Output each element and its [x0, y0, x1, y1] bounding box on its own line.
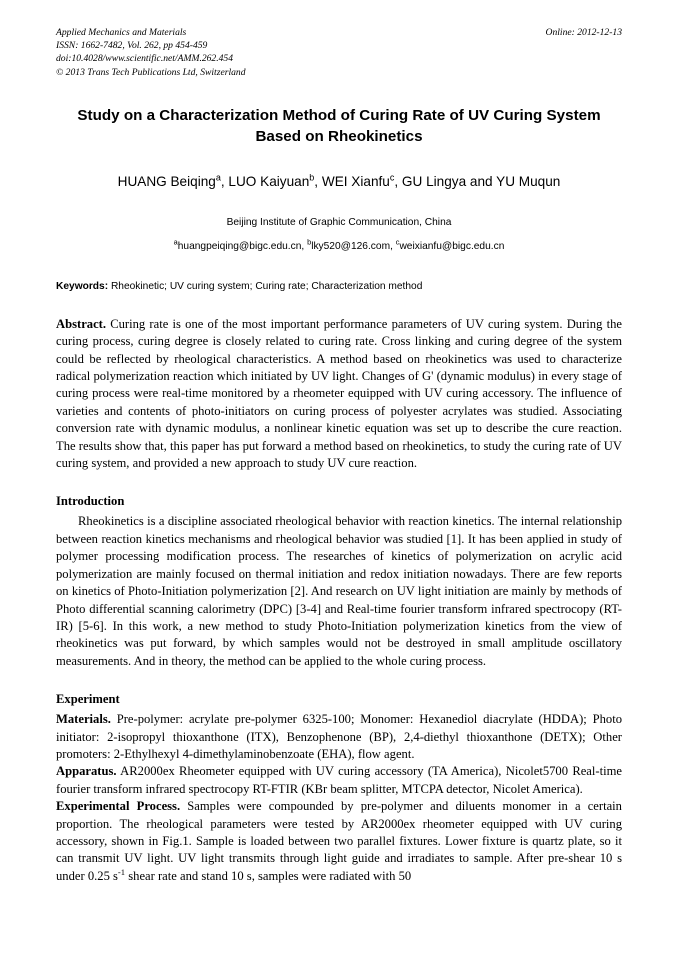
shear-rate-exponent: -1	[117, 866, 126, 877]
materials-label: Materials.	[56, 712, 111, 727]
author-mark-b: b	[309, 172, 315, 183]
section-heading-introduction: Introduction	[56, 494, 125, 509]
apparatus-label: Apparatus.	[56, 764, 117, 779]
journal-name: Applied Mechanics and Materials	[56, 27, 187, 38]
process-text-part1: Samples were compounded by pre-polymer and diluents monomer in a certain proportion. The rheological parameters were tested by AR2000ex rheometer equipped with UV curing accessory, shown in Fig.1. Sample is loaded between two parallel fixtures. Lower fixture is quartz plate, so it can transmit UV light. UV light transmits through light guide and irradiates to sample. After pre-shear 10 s under 0.25 s	[56, 799, 622, 883]
process-text-part2: shear rate and stand 10 s, samples were radiated with 50	[125, 868, 412, 883]
email-address[interactable]: huangpeiqing@bigc.edu.cn	[177, 240, 302, 252]
author-separator: ,	[314, 173, 322, 189]
author-tail: , GU Lingya and YU Muqun	[394, 173, 561, 189]
materials-paragraph	[56, 711, 622, 763]
keywords-label: Keywords:	[56, 280, 109, 292]
email-mark-b: b	[307, 237, 312, 247]
online-date-value: Online: 2012-12-13	[545, 27, 622, 38]
experimental-process-paragraph	[56, 798, 622, 885]
author-name: LUO Kaiyuan	[228, 173, 310, 189]
online-date	[546, 26, 622, 39]
copyright-line: © 2013 Trans Tech Publications Ltd, Switzerland	[56, 66, 246, 78]
issn-line: ISSN: 1662-7482, Vol. 262, pp 454-459	[56, 40, 208, 52]
email-address[interactable]: weixianfu@bigc.edu.cn	[399, 240, 505, 252]
author-emails	[56, 237, 622, 252]
abstract-text: Curing rate is one of the most important performance parameters of UV curing system. During the curing process, curing degree is closely related to curing rate. Cross linking and curing degree of the system could be reflected by rheological characteristics. A method based on rheokinetics was used to characterize radical polymerization reaction which initiated by UV light. Changes of G' (dynamic modulus) in every stage of curing process were real-time monitored by a rheometer equipped with UV curing accessory. The influence of varieties and contents of photo-initiators on curing process of polyester acrylates was studied. Associating conversion rate with dynamic modulus, a nonlinear kinetic equation was set up to describe the cure reaction. The results show that, this paper has put forward a method based on rheokinetics, to study the curing rate of UV curing system, and provided a new approach to study UV cure reaction.	[56, 316, 622, 471]
materials-text: Pre-polymer: acrylate pre-polymer 6325-100; Monomer: Hexanediol diacrylate (HDDA); Photo initiator: 2-isopropyl thioxanthone (ITX), Benzophenone (BP), 2,4-diethyl thioxanthone (DETX); Other promoters: 2-Ethylhexyl 4-dimethylaminobenzoate (EHA), flow agent.	[56, 712, 622, 761]
keywords-value: Rheokinetic; UV curing system; Curing rate; Characterization method	[110, 280, 423, 292]
journal-info	[56, 26, 246, 79]
apparatus-paragraph	[56, 763, 622, 798]
author-list	[56, 173, 622, 191]
page-header	[56, 26, 622, 79]
abstract-block	[56, 316, 622, 473]
doi-line: doi:10.4028/www.scientific.net/AMM.262.454	[56, 53, 234, 65]
introduction-paragraph: Rheokinetics is a discipline associated rheological behavior with reaction kinetics. The internal relationship between reaction kinetics mechanisms and rheological behavior was studied [1]. It has been applied in study of polymer processing modification process. The researches of kinetics of polymerization on acrylic acid polymerization are mainly focused on thermal initiation and redox initiation nowadays. There are few reports on kinetics of Photo-Initiation polymerization [2]. And research on UV light initiation are mainly by methods of Photo differential scanning calorimetry (DPC) [3-4] and Real-time fourier transform infrared spectrocopy (RT-IR) [5-6]. In this work, a new method to study Photo-Initiation polymerization kinetics from the view of rheokinetics was put forward, by which samples would not be destroyed in small amplitude oscillatory measurements. And in theory, the method can be applied to the whole curing process.	[56, 514, 622, 668]
abstract-label: Abstract.	[56, 316, 107, 331]
process-label: Experimental Process.	[56, 799, 181, 814]
author-name: HUANG Beiqing	[117, 173, 216, 189]
author-mark-c: c	[389, 172, 395, 183]
email-mark-a: a	[173, 237, 178, 247]
email-separator: ,	[301, 240, 308, 252]
section-heading-experiment: Experiment	[56, 692, 120, 707]
author-name: WEI Xianfu	[321, 173, 390, 189]
author-separator: ,	[220, 173, 229, 189]
affiliation: Beijing Institute of Graphic Communication, China	[226, 216, 452, 228]
email-address[interactable]: lky520@126.com	[311, 240, 391, 252]
email-mark-c: c	[395, 237, 400, 247]
keywords-line	[56, 281, 622, 292]
page-title: Study on a Characterization Method of Curing Rate of UV Curing System Based on Rheokinetics	[77, 106, 601, 145]
apparatus-text: AR2000ex Rheometer equipped with UV curing accessory (TA America), Nicolet5700 Real-time fourier transform infrared spectrocopy RT-FTIR (KBr beam splitter, MTCPA detector, Nicolet America).	[56, 764, 622, 796]
email-separator: ,	[390, 240, 396, 252]
author-mark-a: a	[215, 172, 221, 183]
